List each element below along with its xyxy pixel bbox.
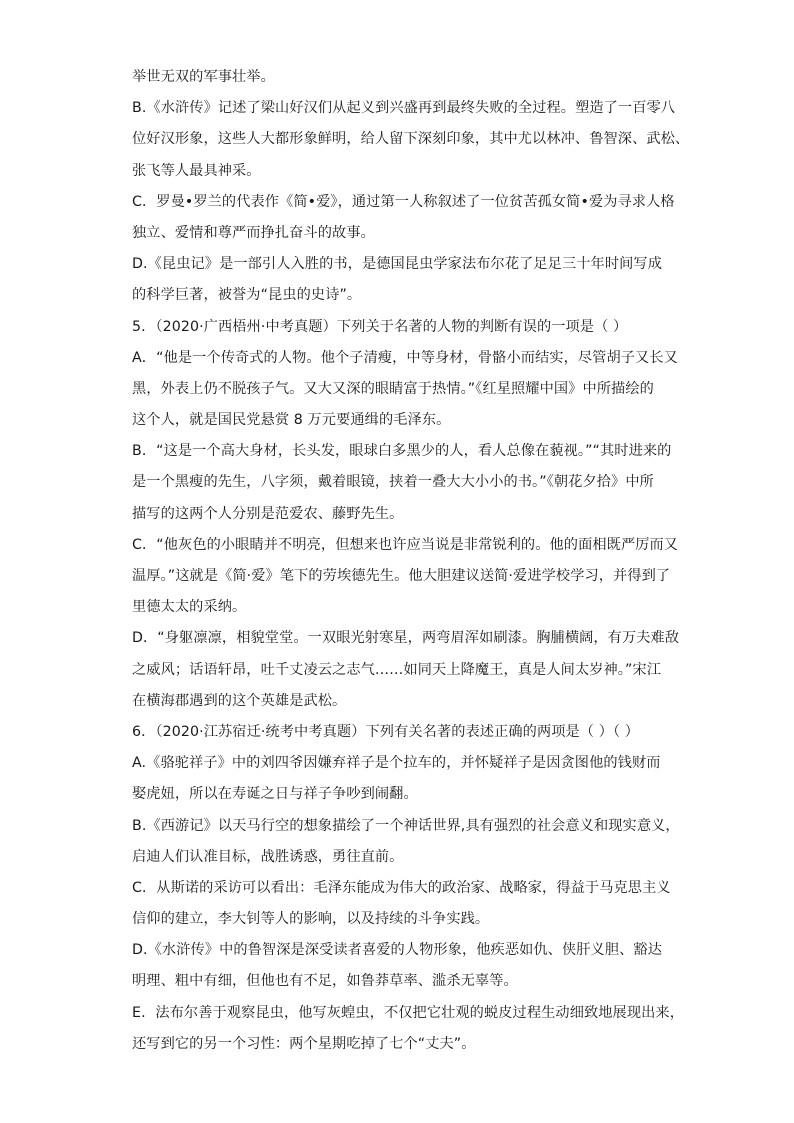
text-line: 娶虎妞，所以在寿诞之日与祥子争吵到闹翻。	[132, 786, 418, 803]
text-line: A.《骆驼祥子》中的刘四爷因嫌弃祥子是个拉车的，并怀疑祥子是因贪图他的钱财而	[132, 755, 661, 772]
text-line: D.《昆虫记》是一部引人入胜的书，是德国昆虫学家法布尔花了足足三十年时间写成	[132, 256, 662, 273]
text-line: 黑，外表上仍不脱孩子气。又大又深的眼睛富于热情。”《红星照耀中国》中所描绘的	[132, 380, 654, 397]
text-line: C．从斯诺的采访可以看出：毛泽东能成为伟大的政治家、战略家，得益于马克思主义	[132, 879, 671, 896]
text-line: 位好汉形象，这些人大都形象鲜明，给人留下深刻印象，其中尤以林冲、鲁智深、武松、	[132, 131, 690, 148]
text-line: 张飞等人最具神采。	[132, 162, 261, 179]
option-block-prev-d	[132, 249, 672, 311]
text-line: 里德太太的采纳。	[132, 599, 247, 616]
question-6	[132, 717, 684, 1060]
text-line: 还写到它的另一个习性：两个星期吃掉了七个“丈夫”。	[132, 1035, 476, 1052]
text-line: 是一个黑瘦的先生，八字须，戴着眼镜，挟着一叠大大小小的书。”《朝花夕拾》中所	[132, 474, 654, 491]
text-line: 信仰的建立，李大钊等人的影响，以及持续的斗争实践。	[132, 911, 490, 928]
text-line: B.《水浒传》记述了梁山好汉们从起义到兴盛再到最终失败的全过程。塑造了一百零八	[132, 100, 676, 117]
question-5	[132, 312, 680, 717]
option-block-prev-a	[132, 62, 672, 93]
text-line: D．“身躯凛凛，相貌堂堂。一双眼光射寒星，两弯眉浑如刷漆。胸脯横阔，有万夫难敌	[132, 630, 680, 647]
question-stem: 5．（2020·广西梧州·中考真题）下列关于名著的人物的判断有误的一项是（ ）	[132, 318, 628, 335]
text-line: C．“他灰色的小眼睛并不明亮，但想来也许应当说是非常锐利的。他的面相既严厉而又	[132, 536, 679, 553]
text-line: B.《西游记》以天马行空的想象描绘了一个神话世界,具有强烈的社会意义和现实意义，	[132, 817, 680, 834]
text-line: 这个人，就是国民党悬赏 8 万元要通缉的毛泽东。	[132, 412, 451, 429]
document-page	[132, 62, 690, 1060]
text-line: 的科学巨著，被誉为“昆虫的史诗”。	[132, 287, 362, 304]
text-line: 之威风；话语轩昂，吐千丈凌云之志气……如同天上降魔王，真是人间太岁神。”宋江	[132, 661, 661, 678]
option-block-prev-b	[132, 93, 690, 187]
text-line: D.《水浒传》中的鲁智深是深受读者喜爱的人物形象，他疾恶如仇、侠肝义胆、豁达	[132, 942, 662, 959]
text-line: 温厚。”这就是《简·爱》笔下的劳埃德先生。他大胆建议送简·爱进学校学习，并得到了	[132, 568, 671, 584]
text-line: A．“他是一个传奇式的人物。他个子清瘦，中等身材，骨骼小而结实，尽管胡子又长又	[132, 349, 678, 366]
text-line: 描写的这两个人分别是范爱农、藤野先生。	[132, 505, 404, 522]
text-line: 启迪人们认准目标，战胜诱惑，勇往直前。	[132, 848, 404, 865]
text-line: 独立、爱情和尊严而挣扎奋斗的故事。	[132, 224, 375, 241]
text-line: C．罗曼•罗兰的代表作《简•爱》，通过第一人称叙述了一位贫苦孤女简•爱为寻求人格	[132, 193, 675, 210]
text-line: 明理、粗中有细，但他也有不足，如鲁莽草率、滥杀无辜等。	[132, 973, 518, 990]
text-line: 在横海郡遇到的这个英雄是武松。	[132, 692, 347, 709]
text-line: B．“这是一个高大身材，长头发，眼球白多黑少的人，看人总像在藐视。”“其时进来的	[132, 443, 672, 460]
question-stem: 6．（2020·江苏宿迁·统考中考真题）下列有关名著的表述正确的两项是（ ）（ ）	[132, 723, 640, 740]
text-line: E．法布尔善于观察昆虫，他写灰蝗虫，不仅把它壮观的蜕皮过程生动细致地展现出来，	[132, 1004, 684, 1021]
option-block-prev-c	[132, 187, 675, 249]
text-line: 举世无双的军事壮举。	[132, 69, 275, 85]
